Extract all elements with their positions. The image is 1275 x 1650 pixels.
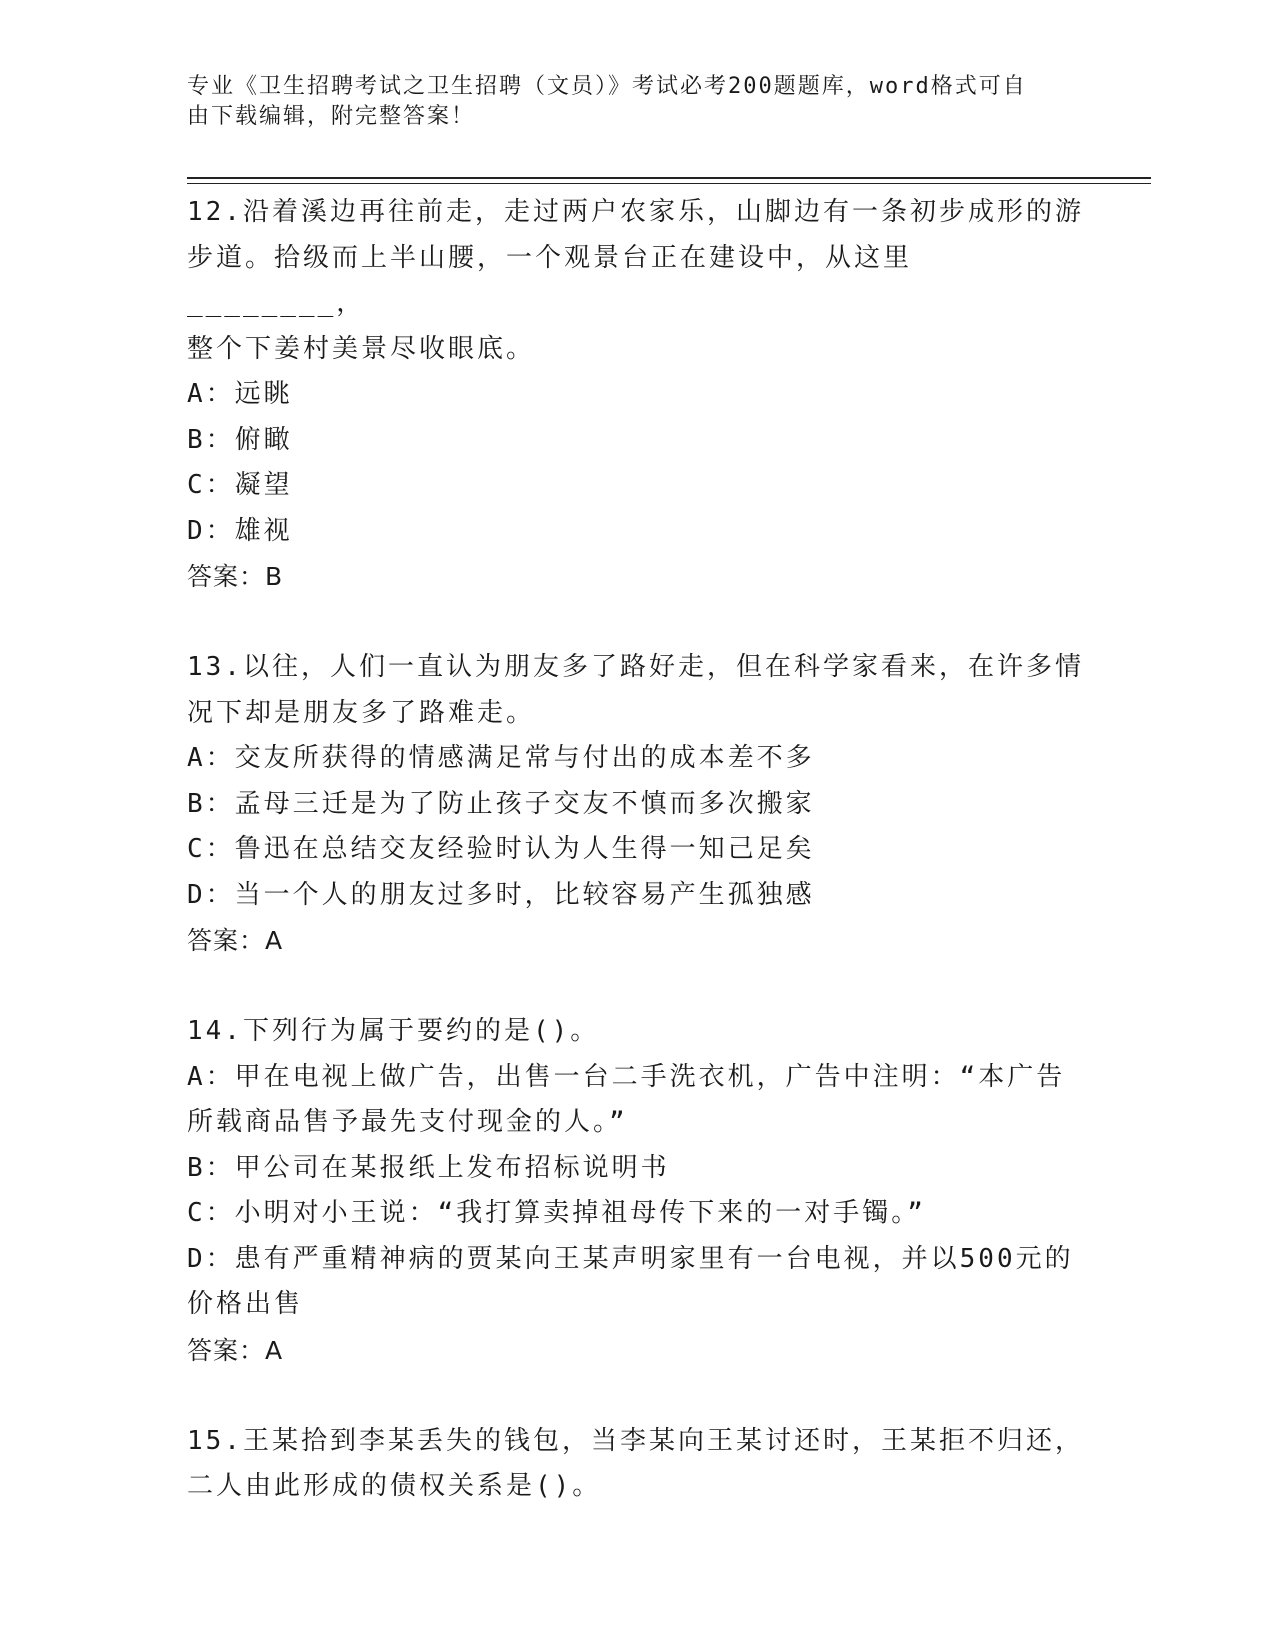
option-a: A：甲在电视上做广告，出售一台二手洗衣机，广告中注明：“本广告: [187, 1061, 1066, 1092]
header-line-1: 专业《卫生招聘考试之卫生招聘（文员）》考试必考200题题库，word格式可自: [187, 74, 1027, 99]
header-divider-thick: [187, 177, 1151, 179]
question-stem-line: 二人由此形成的债权关系是()。: [187, 1471, 602, 1501]
option-a: A：交友所获得的情感满足常与付出的成本差不多: [187, 743, 815, 773]
question-stem-line: 况下却是朋友多了路难走。: [187, 697, 536, 728]
option-d: D：当一个人的朋友过多时，比较容易产生孤独感: [187, 879, 815, 910]
question-list: [187, 190, 1087, 1510]
option-b: B：俯瞰: [187, 424, 293, 455]
option-b: B：甲公司在某报纸上发布招标说明书: [187, 1152, 670, 1183]
answer-line: 答案：A: [187, 926, 284, 955]
question-spacer: [187, 600, 1087, 646]
header-line-2: 由下载编辑，附完整答案！: [187, 104, 476, 129]
question-stem-line: 整个下姜村美景尽收眼底。: [187, 333, 536, 364]
header-divider-thin: [187, 183, 1151, 184]
question-spacer: [187, 1373, 1087, 1419]
question-14: [187, 1009, 1087, 1373]
question-stem-line: 13.以往，人们一直认为朋友多了路好走，但在科学家看来，在许多情: [187, 652, 1084, 682]
question-stem-line: 14.下列行为属于要约的是()。: [187, 1016, 600, 1046]
question-13: [187, 645, 1087, 964]
option-d: D：患有严重精神病的贾某向王某声明家里有一台电视，并以500元的: [187, 1243, 1074, 1274]
option-b: B：孟母三迁是为了防止孩子交友不慎而多次搬家: [187, 788, 815, 819]
option-c: C：凝望: [187, 470, 293, 500]
question-stem-line: 12.沿着溪边再往前走，走过两户农家乐，山脚边有一条初步成形的游: [187, 197, 1084, 227]
answer-line: 答案：A: [187, 1335, 284, 1365]
page-header: [187, 72, 1067, 132]
option-a-continued: 所载商品售予最先支付现金的人。”: [187, 1107, 628, 1137]
question-15: [187, 1419, 1087, 1510]
option-d-continued: 价格出售: [187, 1289, 304, 1319]
question-stem-line: 15.王某拾到李某丢失的钱包，当李某向王某讨还时，王某拒不归还，: [187, 1425, 1084, 1456]
option-a: A：远眺: [187, 379, 293, 409]
question-spacer: [187, 964, 1087, 1010]
question-stem-line: 步道。拾级而上半山腰，一个观景台正在建设中，从这里________，: [187, 242, 913, 318]
option-c: C：鲁迅在总结交友经验时认为人生得一知己足矣: [187, 834, 815, 864]
question-12: [187, 190, 1087, 600]
answer-line: 答案：B: [187, 562, 284, 591]
option-d: D：雄视: [187, 515, 293, 546]
option-c: C：小明对小王说：“我打算卖掉祖母传下来的一对手镯。”: [187, 1198, 926, 1228]
